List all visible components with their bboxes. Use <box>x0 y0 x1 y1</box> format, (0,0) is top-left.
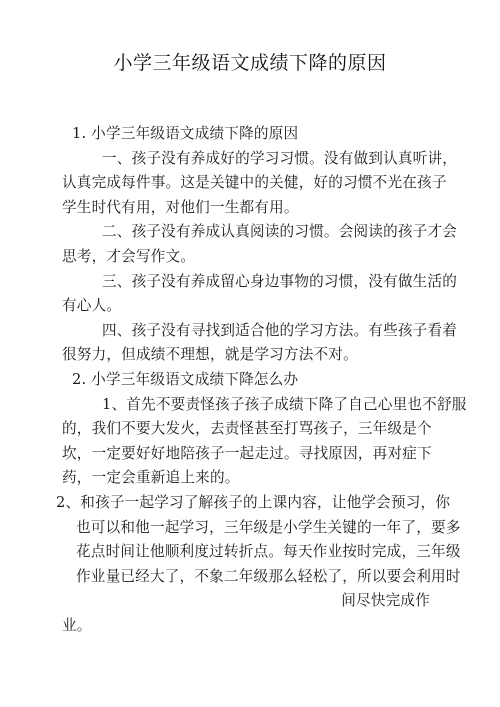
paragraph-line: 作业量已经大了，不象二年级那么轻松了，所以要会利用时 <box>76 567 461 585</box>
document-title: 小学三年级语文成绩下降的原因 <box>113 52 387 74</box>
paragraph-line: 间尽快完成作 <box>341 592 430 610</box>
paragraph-line: 有心人。 <box>62 297 122 315</box>
paragraph-line: 二、孩子没有养成认真阅读的习惯。会阅读的孩子才会 <box>102 223 458 241</box>
paragraph-line: 的，我们不要大发火，去责怪甚至打骂孩子，三年级是个 <box>62 420 432 438</box>
section-heading-2: 2. 小学三年级语文成绩下降怎么办 <box>72 370 299 388</box>
document-body <box>56 122 467 638</box>
paragraph-line: 药，一定会重新追上来的。 <box>62 469 240 487</box>
paragraph-line: 很努力，但成绩不理想，就是学习方法不对。 <box>62 346 358 364</box>
paragraph-line: 业。 <box>62 616 92 634</box>
paragraph-line: 思考，才会写作文。 <box>62 247 196 265</box>
paragraph-line: 也可以和他一起学习，三年级是小学生关键的一年了，要多 <box>76 518 461 536</box>
paragraph-line: 认真完成每件事。这是关键中的关健，好的习惯不光在孩子 <box>62 174 447 192</box>
paragraph-line: 学生时代有用，对他们一生都有用。 <box>62 198 299 216</box>
paragraph-line: 一、孩子没有养成好的学习习惯。没有做到认真听讲， <box>102 149 458 167</box>
paragraph-line: 1、首先不要责怪孩子孩子成绩下降了自己心里也不舒服 <box>102 395 467 413</box>
paragraph-line: 花点时间让他顺利度过转折点。每天作业按时完成，三年级 <box>76 543 461 561</box>
paragraph-line: 三、孩子没有养成留心身边事物的习惯，没有做生活的 <box>102 272 458 290</box>
paragraph-line: 四、孩子没有寻找到适合他的学习方法。有些孩子看着 <box>102 321 458 339</box>
paragraph-line: 2、和孩子一起学习了解孩子的上课内容，让他学会预习，你 <box>56 493 451 511</box>
section-heading-1: 1. 小学三年级语文成绩下降的原因 <box>72 125 299 142</box>
paragraph-line: 坎，一定要好好地陪孩子一起走过。寻找原因，再对症下 <box>62 444 432 462</box>
